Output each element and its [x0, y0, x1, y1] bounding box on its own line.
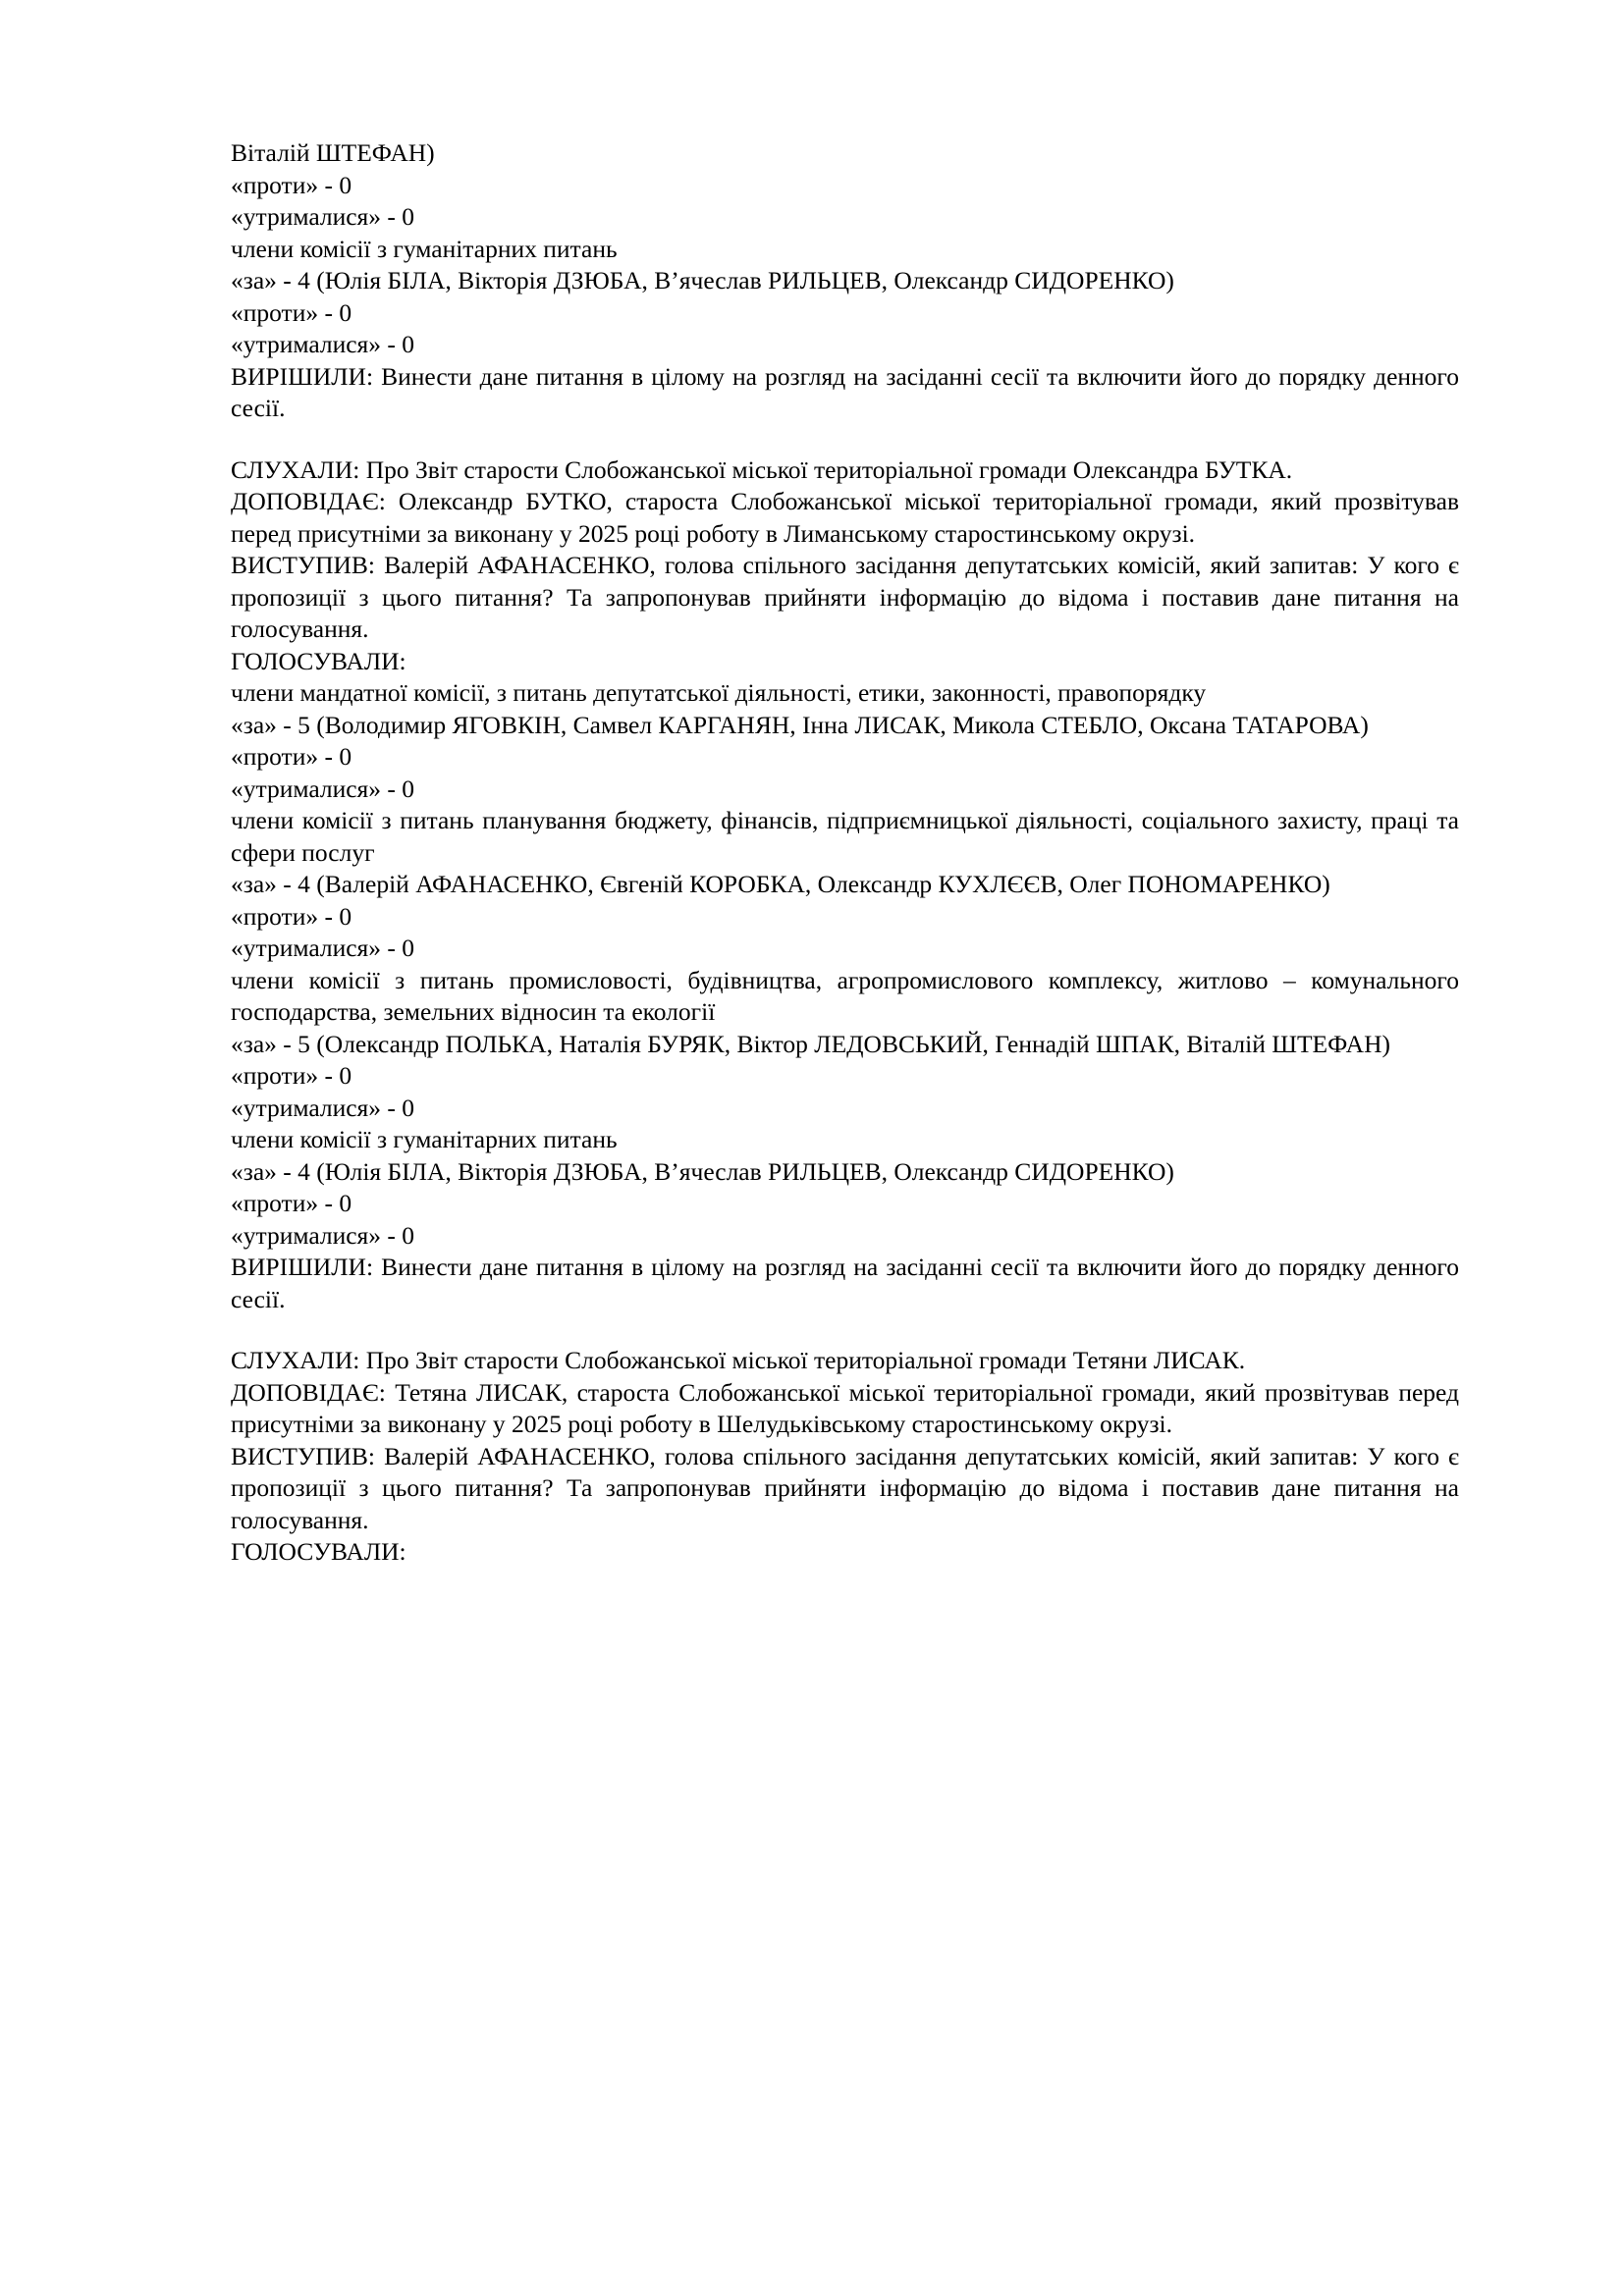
document-paragraph: «за» - 5 (Олександр ПОЛЬКА, Наталія БУРЯК, Віктор ЛЕДОВСЬКИЙ, Геннадій ШПАК, Віталій ШТЕФАН) [231, 1029, 1390, 1058]
document-paragraph: «за» - 4 (Юлія БІЛА, Вікторія ДЗЮБА, В’ячеслав РИЛЬЦЕВ, Олександр СИДОРЕНКО) [231, 1156, 1174, 1186]
document-paragraph: ГОЛОСУВАЛИ: [231, 1537, 406, 1566]
document-paragraph: «за» - 4 (Юлія БІЛА, Вікторія ДЗЮБА, В’ячеслав РИЛЬЦЕВ, Олександр СИДОРЕНКО) [231, 266, 1174, 294]
document-paragraph: «проти» - 0 [231, 901, 352, 931]
document-paragraph: члени комісії з гуманітарних питань [231, 1125, 618, 1153]
document-paragraph: «проти» - 0 [231, 1061, 352, 1090]
document-paragraph: члени комісії з гуманітарних питань [231, 234, 618, 263]
document-paragraph: «проти» - 0 [231, 1189, 352, 1217]
document-paragraph: СЛУХАЛИ: Про Звіт старости Слобожанської міської територіальної громади Олександра БУТКА. [231, 454, 1293, 484]
document-paragraph: «утрималися» - 0 [231, 774, 415, 803]
document-paragraph: ВИСТУПИВ: Валерій АФАНАСЕНКО, голова спільного засідання депутатських комісій, який запитав: У кого є пропозиції з цього питання? Та запропонував прийняти інформацію до відома і поставив дане питання на голосування. [231, 551, 1459, 643]
document-body [231, 137, 1459, 1569]
document-paragraph: Віталій ШТЕФАН) [231, 138, 435, 167]
document-paragraph: ГОЛОСУВАЛИ: [231, 646, 406, 675]
document-paragraph: ДОПОВІДАЄ: Олександр БУТКО, староста Слобожанської міської територіальної громади, який прозвітував перед присутніми за виконану у 2025 році роботу в Лиманському старостинському окрузі. [231, 487, 1459, 548]
document-paragraph: «проти» - 0 [231, 297, 352, 327]
document-paragraph: «проти» - 0 [231, 170, 352, 199]
document-paragraph: «утрималися» - 0 [231, 934, 415, 962]
document-paragraph: «утрималися» - 0 [231, 1093, 415, 1122]
document-paragraph: «утрималися» - 0 [231, 202, 415, 231]
document-paragraph: «за» - 4 (Валерій АФАНАСЕНКО, Євгеній КОРОБКА, Олександр КУХЛЄЄВ, Олег ПОНОМАРЕНКО) [231, 870, 1330, 898]
document-paragraph: члени комісії з питань промисловості, будівництва, агропромислового комплексу, житлово – комунального господарства, земельних відносин та екології [231, 965, 1459, 1026]
document-paragraph: ДОПОВІДАЄ: Тетяна ЛИСАК, староста Слобожанської міської територіальної громади, який прозвітував перед присутніми за виконану у 2025 році роботу в Шелудьківському старостинському окрузі. [231, 1377, 1459, 1438]
document-paragraph: СЛУХАЛИ: Про Звіт старости Слобожанської міської територіальної громади Тетяни ЛИСАК. [231, 1346, 1246, 1374]
paragraph-spacer [231, 1315, 1459, 1345]
document-paragraph: «утрималися» - 0 [231, 1220, 415, 1250]
document-paragraph: ВИСТУПИВ: Валерій АФАНАСЕНКО, голова спільного засідання депутатських комісій, який запитав: У кого є пропозиції з цього питання? Та запропонував прийняти інформацію до відома і поставив дане питання на голосування. [231, 1441, 1459, 1534]
document-paragraph: члени мандатної комісії, з питань депутатської діяльності, етики, законності, правопорядку [231, 678, 1207, 707]
document-paragraph: «утрималися» - 0 [231, 330, 415, 358]
document-paragraph: «за» - 5 (Володимир ЯГОВКІН, Самвел КАРГАНЯН, Інна ЛИСАК, Микола СТЕБЛО, Оксана ТАТАРОВА) [231, 710, 1369, 739]
paragraph-spacer [231, 425, 1459, 454]
document-paragraph: ВИРІШИЛИ: Винести дане питання в цілому на розгляд на засіданні сесії та включити його до порядку денного сесії. [231, 1253, 1459, 1313]
document-paragraph: члени комісії з питань планування бюджету, фінансів, підприємницької діяльності, соціального захисту, праці та сфери послуг [231, 806, 1459, 867]
document-paragraph: «проти» - 0 [231, 742, 352, 771]
document-paragraph: ВИРІШИЛИ: Винести дане питання в цілому на розгляд на засіданні сесії та включити його до порядку денного сесії. [231, 361, 1459, 422]
